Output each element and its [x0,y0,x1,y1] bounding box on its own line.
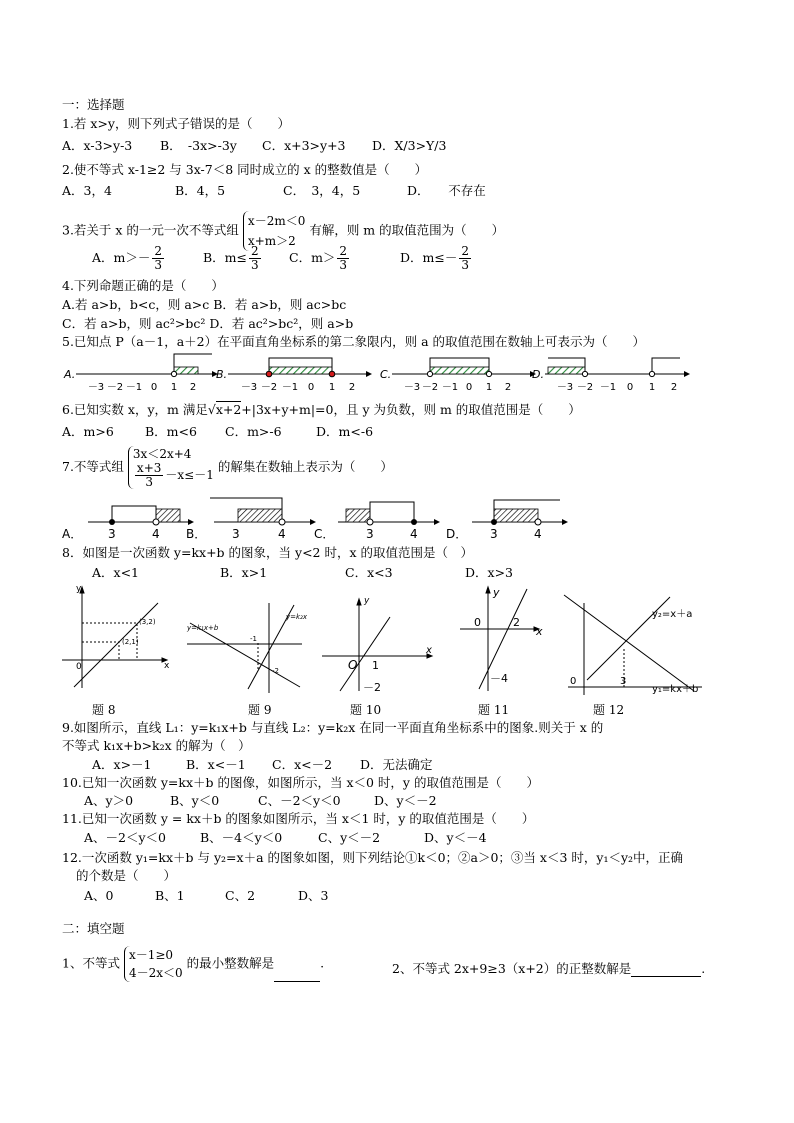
q1-option-b: B． -3x>-3y [160,138,237,153]
fill-q1-post: 的最小整数解是 [186,955,275,971]
q5-axis-c [380,358,536,393]
q3-c-label: C．m＞ [289,250,336,265]
f9-tick-m2: -2 [272,667,279,675]
q2-stem: 2.使不等式 x-1≥2 与 3x-7＜8 同时成立的 x 的整数值是（ ） [62,162,428,177]
fill-q1 [62,946,324,982]
q2-option-c: C． 3，4，5 [283,183,361,198]
f11-origin: 0 [474,616,481,629]
q5-a-tick-1: 1 [170,382,178,393]
q3-a-label: A．m＞－ [92,250,151,265]
q9-option-b: B．x<－1 [186,757,246,772]
q3-b-frac [249,245,261,272]
q7-stem [62,446,393,489]
q9-option-d: D．无法确定 [360,757,433,772]
q3-option-d [400,245,473,272]
q1-stem: 1.若 x>y，则下列式子错误的是（ ） [62,116,290,131]
q3-system-row1: x－2m＜0 [247,214,306,228]
q8-option-d: D．x>3 [465,565,513,580]
f12-tick-3: 3 [620,676,627,687]
q6-stem-post: +|3x+y+m|=0，且 y 为负数，则 m 的取值范围是（ ） [241,402,581,417]
q9-option-c: C．x<－2 [272,757,333,772]
q5-a-tick-m2: －2 [106,382,124,393]
q5-a-tick-m3: －3 [87,382,105,393]
q7-system-row2 [133,462,214,489]
q8-option-a: A．x<1 [92,565,140,580]
q2-option-d: D． 不存在 [407,183,486,198]
caption-fig11: 题 11 [478,703,510,717]
q3-d-num: 2 [461,244,469,258]
f10-origin: O [348,658,358,672]
q3-c-den: 3 [339,258,348,272]
q7-label-a: A． [62,527,83,541]
f11-tick-m4: －4 [490,672,508,685]
sqrt-symbol: √ [207,402,216,417]
q12-line2: 的个数是（ ） [76,868,177,883]
q5-d-tick-2: 2 [670,382,678,393]
f10-tick-1: 1 [372,659,379,672]
fill-q1-row1: x－1≥0 [128,948,174,962]
q3-stem-pre: 3.若关于 x 的一元一次不等式组 [62,222,239,238]
q7-b-tick-4: 4 [278,527,286,541]
f12-origin: 0 [570,676,577,687]
fill-q1-end: . [320,955,325,971]
q7-d-tick-3: 3 [490,527,498,541]
q5-b-tick-1: 1 [328,382,336,393]
q5-d-tick-0: 0 [626,382,634,393]
caption-fig8: 题 8 [92,703,116,717]
q5-c-tick-0: 0 [465,382,473,393]
q12-option-c: C、2 [225,888,256,903]
f12-line2-label: y₁=kx＋b [652,684,699,695]
q6-option-a: A．m>6 [62,424,114,439]
f11-y-label: y [493,586,500,599]
q4-line1: A.若 a>b，b<c，则 a>c B．若 a>b，则 ac>bc [62,297,347,312]
q5-label-b: B. [216,368,228,381]
q12-option-d: D、3 [298,888,329,903]
q3-option-b [203,245,263,272]
q5-c-tick-m2: －2 [421,382,439,393]
q7-frac-num: x+3 [136,461,162,475]
q5-label-c: C. [380,368,392,381]
section-title-fill: 二：填空题 [62,921,125,936]
q3-a-den: 3 [154,258,163,272]
f11-tick-2: 2 [513,616,520,629]
q4-line2: C．若 a>b，则 ac²>bc² D．若 ac²>bc²，则 a>b [62,316,354,331]
q3-option-a [92,245,166,272]
q7-system [128,446,214,489]
fill-q2-pre: 2、不等式 2x+9≥3（x+2）的正整数解是 [392,961,632,976]
q5-b-tick-m3: －3 [240,382,258,393]
q11-option-c: C、y＜－2 [318,830,381,845]
q10-stem: 10.已知一次函数 y=kx＋b 的图像，如图所示，当 x＜0 时，y 的取值范围是（ ） [62,775,539,790]
f8-origin: 0 [76,662,82,672]
q5-number-lines [62,350,702,398]
q7-system-row1: 3x＜2x+4 [132,447,192,461]
q5-d-tick-m2: －2 [576,382,594,393]
f10-x-label: x [426,645,432,656]
q3-c-frac [337,245,349,272]
q3-b-den: 3 [251,258,259,272]
q10-option-a: A、y＞0 [84,793,134,808]
q6-stem [62,402,581,418]
q3-a-frac [152,245,164,272]
q5-b-tick-0: 0 [307,382,315,393]
fill-q2 [392,961,705,977]
f9-line1-label: y=k₁x+b [187,624,219,632]
q5-a-tick-2: 2 [189,382,197,393]
q7-label-b: B． [186,527,207,541]
q5-axis-d [532,358,690,393]
q6-radicand: x+2 [215,402,242,417]
section-title-choice: 一：选择题 [62,97,125,112]
q3-stem-post: 有解，则 m 的取值范围为（ ） [309,222,505,238]
fill-q2-end: . [701,961,706,976]
q7-stem-pre: 7.不等式组 [62,459,124,474]
q9-line1: 9.如图所示，直线 L₁：y=k₁x+b 与直线 L₂：y=k₂x 在同一平面直角坐标系中的图象.则关于 x 的 [62,720,604,735]
q10-option-d: D、y＜－2 [374,793,437,808]
q5-a-tick-0: 0 [150,382,158,393]
caption-fig9: 题 9 [248,703,272,717]
q2-option-a: A．3，4 [62,183,112,198]
f9-tick-m1: -1 [250,635,257,643]
q7-number-lines [62,490,582,542]
q7-frac-den: 3 [145,475,153,489]
f8-y-label: y [76,584,82,594]
q7-a-tick-4: 4 [152,527,160,541]
q2-option-b: B．4，5 [175,183,226,198]
q7-stem-post: 的解集在数轴上表示为（ ） [217,459,393,474]
fill-q1-pre: 1、不等式 [62,955,120,971]
q5-c-tick-1: 1 [485,382,493,393]
q5-label-d: D. [532,368,544,381]
q7-c-tick-4: 4 [410,527,418,541]
q3-b-label: B．m≤ [203,250,248,265]
fill-q2-answer-blank[interactable] [631,976,701,977]
q12-line1: 12.一次函数 y₁=kx＋b 与 y₂=x＋a 的图象如图，则下列结论①k＜0；②a＞0；③当 x＜3 时，y₁＜y₂中，正确 [62,850,684,865]
q10-option-c: C、－2＜y＜0 [258,793,341,808]
q10-option-b: B、y＜0 [170,793,220,808]
q3-option-c [289,245,351,272]
q5-d-tick-1: 1 [648,382,656,393]
f10-y-label: y [364,596,370,606]
f8-point-label-2: (2,1) [122,638,139,646]
q1-option-c: C．x+3>y+3 [262,138,346,153]
q9-option-a: A．x>－1 [92,757,152,772]
q7-c-tick-3: 3 [366,527,374,541]
fill-q1-row2: 4－2x＜0 [128,966,183,980]
q5-c-tick-2: 2 [504,382,512,393]
q5-b-tick-m1: －1 [281,382,299,393]
q6-option-b: B．m<6 [145,424,197,439]
q7-b-tick-3: 3 [232,527,240,541]
q5-d-tick-m3: －3 [556,382,574,393]
q6-option-d: D．m<-6 [316,424,374,439]
q3-d-den: 3 [461,258,469,272]
f12-line1-label: y₂=x＋a [652,609,693,620]
q5-b-tick-m2: －2 [260,382,278,393]
f8-x-label: x [164,661,170,671]
fill-q1-answer-blank[interactable] [274,981,320,982]
q12-option-b: B、1 [155,888,185,903]
figure-8 [62,587,167,688]
function-graphs [62,583,712,698]
q1-option-d: D．X/3>Y/3 [372,138,447,153]
q3-c-num: 2 [339,244,348,258]
caption-fig10: 题 10 [350,703,382,717]
fill-q1-system [124,946,183,982]
q11-option-a: A、－2＜y＜0 [84,830,166,845]
q12-option-a: A、0 [84,888,114,903]
q3-a-num: 2 [154,244,163,258]
q6-option-c: C．m>-6 [225,424,282,439]
f9-line2-label: y=k₂x [286,613,308,621]
figure-10 [322,599,432,691]
q8-option-b: B．x>1 [220,565,268,580]
caption-fig12: 题 12 [593,703,625,717]
q5-axis-b [216,358,372,393]
q7-a-tick-3: 3 [108,527,116,541]
q7-row2-post: －x≤－1 [165,468,214,482]
q11-option-d: D、y＜－4 [424,830,487,845]
q4-stem: 4.下列命题正确的是（ ） [62,278,224,293]
q8-stem: 8．如图是一次函数 y=kx+b 的图象，当 y<2 时，x 的取值范围是（ ） [62,545,473,560]
q5-c-tick-m3: －3 [403,382,421,393]
q5-c-tick-m1: －1 [441,382,459,393]
q8-option-c: C．x<3 [345,565,393,580]
q1-option-a: A．x-3>y-3 [62,138,133,153]
q5-a-tick-m1: －1 [125,382,143,393]
figure-9 [187,603,302,693]
f10-tick-m2: －2 [363,681,381,694]
q3-b-num: 2 [251,244,259,258]
q6-stem-pre: 6.已知实数 x，y，m 满足 [62,402,208,417]
q5-stem: 5.已知点 P（a－1，a＋2）在平面直角坐标系的第二象限内，则 a 的取值范围在数轴上可表示为（ ） [62,334,646,349]
q5-label-a: A. [64,368,76,381]
q3-d-frac [459,245,471,272]
f11-x-label: x [536,625,543,638]
f8-point-label-1: (3,2) [139,618,156,626]
q11-stem: 11.已知一次函数 y = kx＋b 的图象如图所示，当 x＜1 时，y 的取值范围是（ ） [62,811,535,826]
q3-system-row2: x+m＞2 [247,234,296,248]
q11-option-b: B、－4＜y＜0 [200,830,283,845]
q7-label-d: D． [446,527,468,541]
q5-d-tick-m1: －1 [599,382,617,393]
q5-b-tick-2: 2 [348,382,356,393]
q7-d-tick-4: 4 [534,527,542,541]
q3-d-label: D．m≤－ [400,250,458,265]
q9-line2: 不等式 k₁x+b>k₂x 的解为（ ） [62,738,251,753]
q5-axis-a [63,354,218,393]
q7-label-c: C． [314,527,335,541]
q7-frac [135,462,163,489]
